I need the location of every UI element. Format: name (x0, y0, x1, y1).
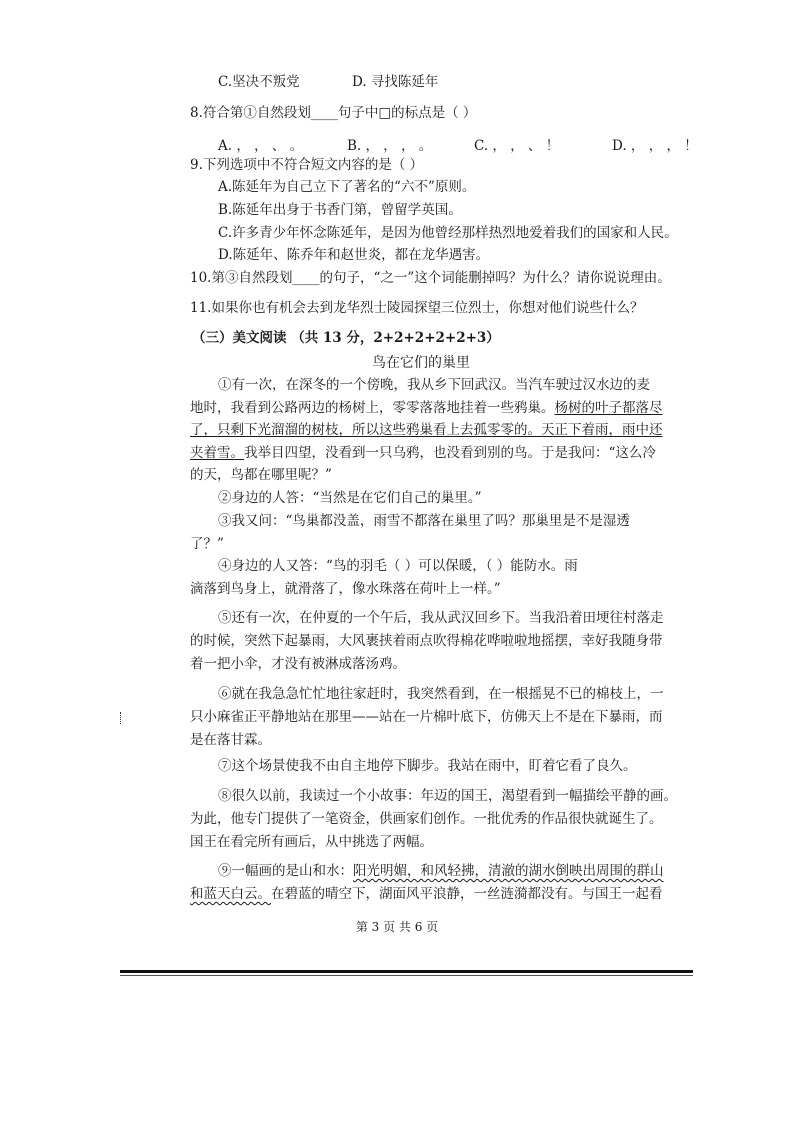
paragraph-4-line-1: ④身边的人又答：“鸟的羽毛（ ）可以保暖，（ ）能防水。雨 (218, 558, 578, 574)
page-bottom-rule (120, 970, 693, 973)
paragraph-8-line-3: 国王在看完所有画后，从中挑选了两幅。 (190, 834, 433, 850)
paragraph-3-line-2: 了？” (190, 536, 224, 552)
paragraph-1-line-5: 的天，鸟都在哪里呢？” (190, 467, 332, 483)
q8-option-d: D. ， ， ， ！ (612, 138, 698, 154)
paragraph-9-text: ⑨一幅画的是山和水： (218, 863, 353, 879)
q9-option-c: C.许多青少年怀念陈延年，是因为他曾经那样热烈地爱着我们的国家和人民。 (218, 225, 678, 241)
paragraph-1-line-1: ①有一次，在深冬的一个傍晚，我从乡下回武汉。当汽车驶过汉水边的麦 (218, 377, 650, 393)
passage-title: 鸟在它们的巢里 (372, 355, 470, 371)
paragraph-1-line-2 (190, 399, 663, 417)
q9-option-b: B.陈延年出身于书香门第，曾留学英国。 (218, 202, 462, 218)
paragraph-5-line-1: ⑤还有一次，在仲夏的一个午后，我从武汉回乡下。当我沿着田埂往村落走 (218, 610, 664, 626)
underlined-sentence: 杨树的叶子都落尽 (554, 400, 663, 416)
section-heading: （三）美文阅读 （共 13 分，2+2+2+2+2+3） (192, 330, 500, 346)
wavy-underlined-text-end: 和蓝天白云。 (190, 886, 271, 902)
paragraph-1-line-4 (190, 444, 656, 462)
question-8: 8.符合第①自然段划____句子中□的标点是（ ） (190, 105, 477, 121)
page-footer: 第 3 页 共 6 页 (355, 920, 439, 934)
q8-option-a: A. ， ， 、 。 (218, 138, 304, 154)
question-11: 11.如果你也有机会去到龙华烈士陵园探望三位烈士，你想对他们说些什么？ (190, 300, 644, 316)
paragraph-2: ②身边的人答：“当然是在它们自己的巢里。” (218, 490, 482, 506)
paragraph-9-line-1 (218, 862, 664, 880)
wavy-underlined-text: 阳光明媚，和风轻拂，清澈的湖水倒映出周围的群山 (353, 863, 664, 879)
option-d-line: D. 寻找陈延年 (352, 74, 439, 90)
paragraph-7: ⑦这个场景使我不由自主地停下脚步。我站在雨中，盯着它看了良久。 (218, 758, 637, 774)
question-9: 9.下列选项中不符合短文内容的是（ ） (190, 157, 424, 173)
paragraph-5-line-3: 着一把小伞，才没有被淋成落汤鸡。 (190, 656, 406, 672)
scan-mark (120, 712, 122, 724)
paragraph-1-text-2: 我举目四望，没看到一只乌鸦，也没看到别的鸟。于是我问：“这么冷 (244, 445, 656, 461)
q8-option-b: B. ， ， ， 。 (347, 138, 433, 154)
paragraph-6-line-3: 是在落甘霖。 (190, 732, 271, 748)
paragraph-6-line-2: 只小麻雀正平静地站在那里——站在一片棉叶底下，仿佛天上不是在下暴雨，而 (190, 709, 663, 725)
paragraph-1-line-3: 了，只剩下光溜溜的树枝，所以这些鸦巢看上去孤零零的。天正下着雨，雨中还 (190, 422, 663, 438)
page-bottom-rule-thin (120, 975, 693, 976)
q9-option-a: A.陈延年为自己立下了著名的“六不”原则。 (218, 179, 476, 195)
paragraph-3-line-1: ③我又问：“鸟巢都没盖，雨雪不都落在巢里了吗？那巢里是不是湿透 (218, 513, 630, 529)
paragraph-4-line-2: 滴落到鸟身上，就滑落了，像水珠落在荷叶上一样。” (190, 581, 501, 597)
paragraph-1-text: 地时，我看到公路两边的杨树上，零零落落地挂着一些鸦巢。 (190, 400, 555, 416)
q9-option-d: D.陈延年、陈乔年和赵世炎，都在龙华遇害。 (218, 247, 490, 263)
q8-option-c: C. ， ， 、 ！ (474, 138, 560, 154)
underlined-sentence-end: 夹着雪。 (190, 445, 244, 461)
paragraph-5-line-2: 的时候，突然下起暴雨，大风裹挟着雨点吹得棉花哗啦啦地摇摆，幸好我随身带 (190, 633, 663, 649)
paragraph-9-line-2 (190, 885, 663, 903)
paragraph-9-text-2: 在碧蓝的晴空下，湖面风平浪静，一丝涟漪都没有。与国王一起看 (271, 886, 663, 902)
paragraph-8-line-2: 为此，他专门提供了一笔资金，供画家们创作。一批优秀的作品很快就诞生了。 (190, 811, 663, 827)
paragraph-6-line-1: ⑥就在我急急忙忙地往家赶时，我突然看到，在一根摇晃不已的棉枝上，一 (218, 686, 664, 702)
option-c-line: C.坚决不叛党 (218, 74, 300, 90)
paragraph-8-line-1: ⑧很久以前，我读过一个小故事：年迈的国王，渴望看到一幅描绘平静的画。 (218, 788, 677, 804)
question-10: 10.第③自然段划____的句子，“之一”这个词能删掉吗？为什么？请你说说理由。 (190, 270, 671, 286)
